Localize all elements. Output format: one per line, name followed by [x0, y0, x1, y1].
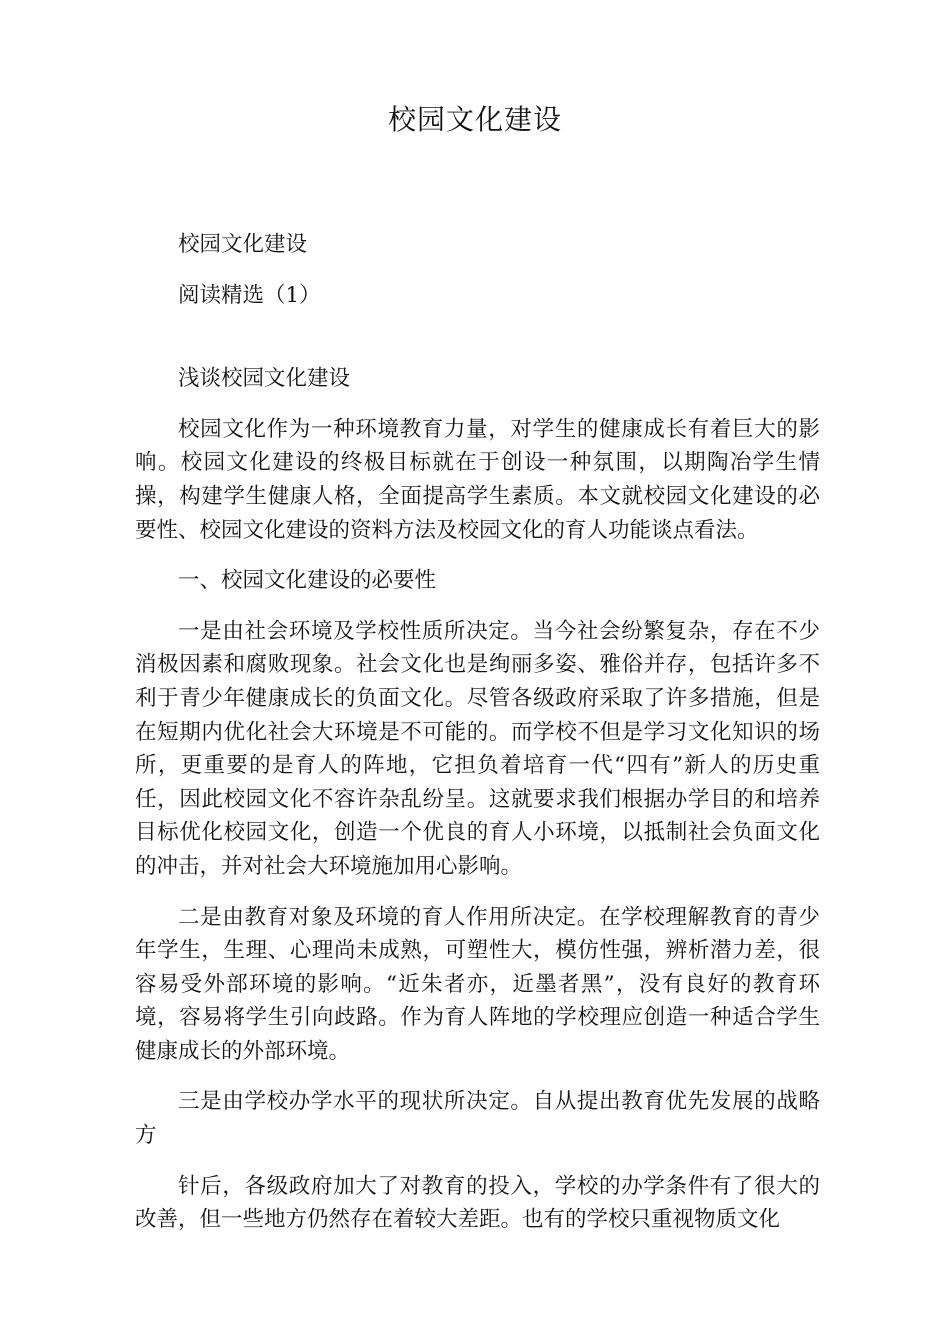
paragraph-point-two: 二是由教育对象及环境的育人作用所决定。在学校理解教育的青少年学生，生理、心理尚未成熟，可塑性大，模仿性强，辨析潜力差，很容易受外部环境的影响。“近朱者亦，近墨者黑”，没有良好的教育环境，容易将学生引向歧路。作为育人阵地的学校理应创造一种适合学生健康成长的外部环境。	[135, 904, 820, 1064]
paragraph-section-heading: 一、校园文化建设的必要性	[178, 568, 437, 594]
paragraph-article-heading: 浅谈校园文化建设	[178, 366, 351, 392]
paragraph-reading-selection: 阅读精选（1）	[178, 282, 321, 308]
paragraph-point-three: 三是由学校办学水平的现状所决定。自从提出教育优先发展的战略方	[135, 1089, 820, 1149]
paragraph-point-one: 一是由社会环境及学校性质所决定。当今社会纷繁复杂，存在不少消极因素和腐败现象。社会文化也是绚丽多姿、雅俗并存，包括许多不利于青少年健康成长的负面文化。尽管各级政府采取了许多措施，但是在短期内优化社会大环境是不可能的。而学校不但是学习文化知识的场所，更重要的是育人的阵地，它担负着培育一代“四有”新人的历史重任，因此校园文化不容许杂乱纷呈。这就要求我们根据办学目的和培养目标优化校园文化，创造一个优良的育人小环境，以抵制社会负面文化的冲击，并对社会大环境施加用心影响。	[135, 618, 820, 879]
document-title: 校园文化建设	[387, 103, 562, 136]
paragraph-continuation: 针后，各级政府加大了对教育的投入，学校的办学条件有了很大的改善，但一些地方仍然存在着较大差距。也有的学校只重视物质文化	[135, 1173, 820, 1233]
document-body	[135, 228, 820, 1237]
paragraph-subtitle: 校园文化建设	[178, 232, 308, 257]
paragraph-intro: 校园文化作为一种环境教育力量，对学生的健康成长有着巨大的影响。校园文化建设的终极目标就在于创设一种氛围，以期陶冶学生情操，构建学生健康人格，全面提高学生素质。本文就校园文化建设的必要性、校园文化建设的资料方法及校园文化的育人功能谈点看法。	[135, 416, 820, 543]
